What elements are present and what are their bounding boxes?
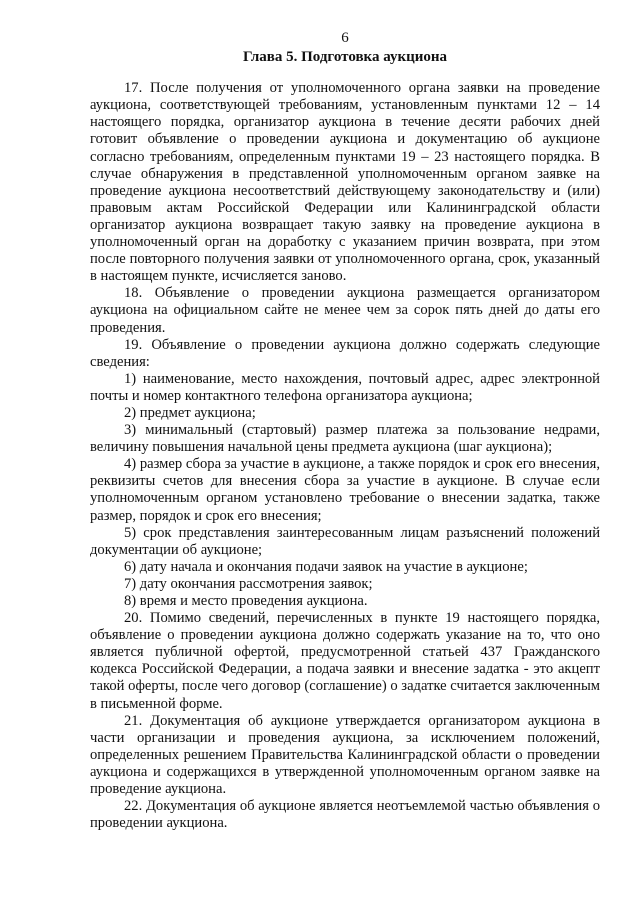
list-item-2: 2) предмет аукциона;: [124, 404, 256, 421]
page-number: 6: [341, 30, 349, 46]
paragraph-19: 19. Объявление о проведении аукциона должно содержать следующие сведения:: [90, 336, 600, 370]
list-item-7: 7) дату окончания рассмотрения заявок;: [124, 575, 373, 592]
list-item-8: 8) время и место проведения аукциона.: [124, 593, 368, 609]
list-item-1: 1) наименование, место нахождения, почтовый адрес, адрес электронной почты и номер контактного телефона организатора аукциона;: [90, 370, 600, 404]
list-item-6: 6) дату начала и окончания подачи заявок на участие в аукционе;: [124, 558, 528, 575]
chapter-title: Глава 5. Подготовка аукциона: [242, 49, 448, 66]
paragraph-18: 18. Объявление о проведении аукциона размещается организатором аукциона на официальном сайте не менее чем за сорок пять дней до даты его проведения.: [90, 285, 600, 336]
paragraph-17: 17. После получения от уполномоченного органа заявки на проведение аукциона, соответствующей требованиям, установленным пунктами 12 – 14 настоящего порядка, организатор аукциона в течение десяти рабочих дней готовит объявление о проведении аукциона и документацию об аукционе согласно требованиям, определенным пунктами 19 – 23 настоящего порядка. В случае обнаружения в представленной уполномоченным органом заявке на проведение аукциона несоответствий действующему законодательству и (или) правовым актам Российской Федерации или Калининградской области организатор аукциона возвращает такую заявку на проведение аукциона в уполномоченный орган на доработку с указанием причин возврата, при этом после повторного получения заявки от уполномоченного органа, срок, указанный в настоящем пункте, исчисляется заново.: [90, 80, 600, 285]
list-item-3: 3) минимальный (стартовый) размер платежа за пользование недрами, величину повышения начальной цены предмета аукциона (шаг аукциона);: [90, 422, 600, 456]
paragraph-21: 21. Документация об аукционе утверждается организатором аукциона в части организации и проведения аукциона, за исключением положений, определенных решением Правительства Калининградской области о проведении аукциона и содержащихся в утвержденной уполномоченным органом заявке на проведение аукциона.: [90, 712, 600, 798]
list-item-5: 5) срок представления заинтересованным лицам разъяснений положений документации об аукционе;: [90, 524, 600, 558]
paragraph-20: 20. Помимо сведений, перечисленных в пункте 19 настоящего порядка, объявление о проведении аукциона должно содержать указание на то, что оно является публичной офертой, предусмотренной статьей 437 Гражданского кодекса Российской Федерации, а подача заявки и внесение задатка - это акцепт такой оферты, после чего договор (соглашение) о задатке считается заключенным в письменной форме.: [90, 610, 600, 712]
list-item-4: 4) размер сбора за участие в аукционе, а также порядок и срок его внесения, реквизиты счетов для внесения сбора за участие в аукционе. В случае если уполномоченным органом установлено требование о внесении задатка, также размер, порядок и срок его внесения;: [90, 456, 600, 524]
paragraph-22: 22. Документация об аукционе является неотъемлемой частью объявления о проведении аукциона.: [90, 798, 600, 832]
